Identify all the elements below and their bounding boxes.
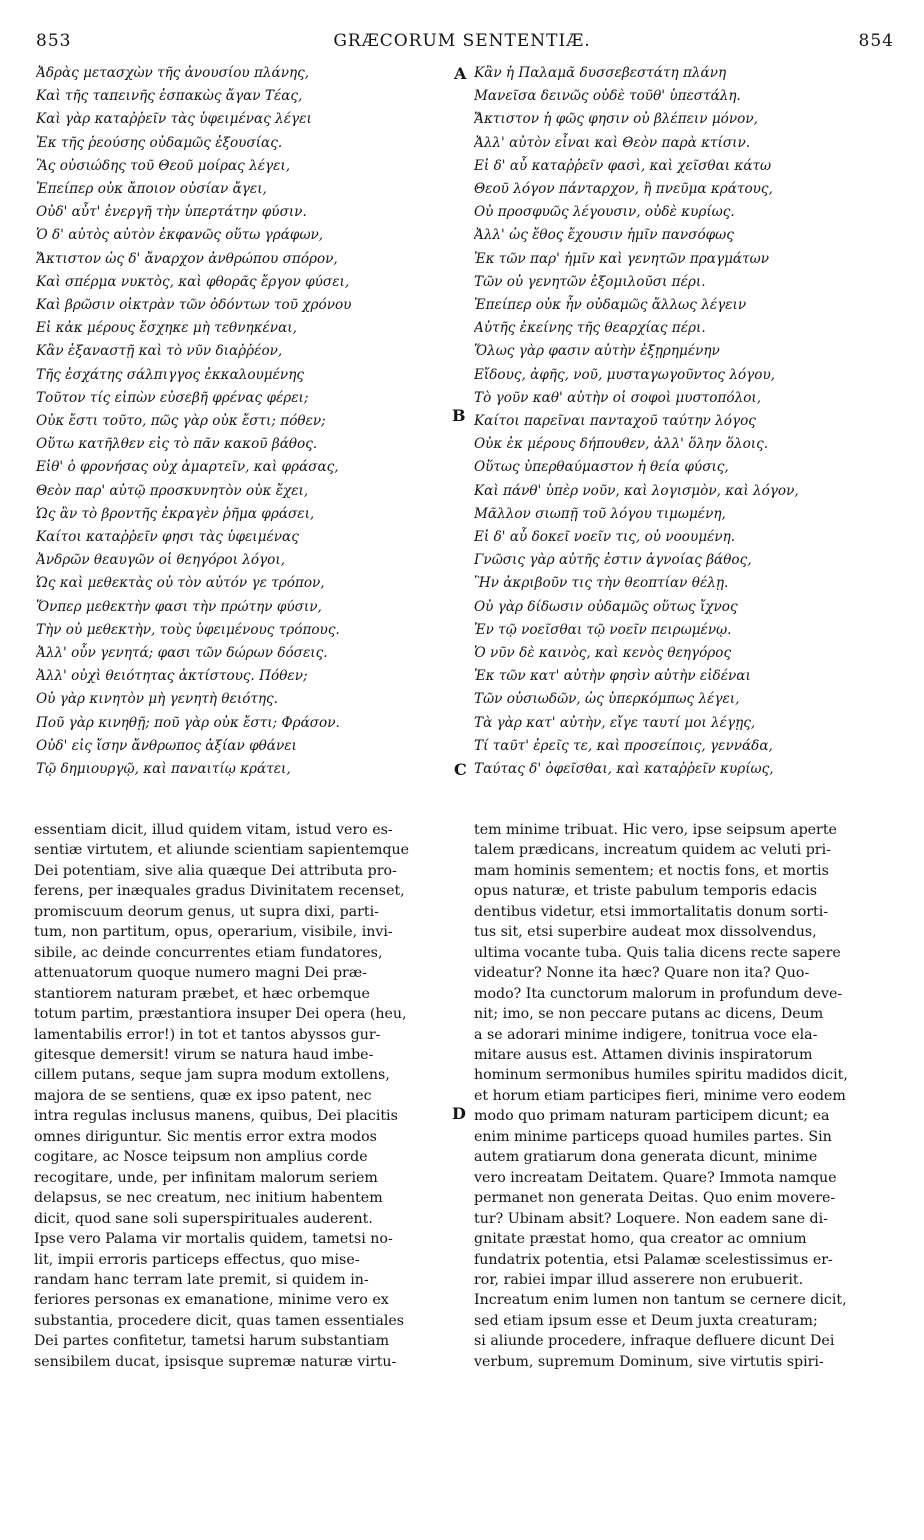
greek-verse-line: Ἐπείπερ οὐκ ἄποιον οὐσίαν ἄγει, — [36, 181, 267, 198]
latin-text-line: modo? Ita cunctorum malorum in profundum deve- — [474, 985, 843, 1002]
latin-text-line: talem prædicans, increatum quidem ac veluti pri- — [474, 842, 831, 859]
greek-verse-line: Κἂν ἐξαναστῇ καὶ τὸ νῦν διαῤῥέον, — [36, 343, 283, 360]
greek-verse-column-right — [474, 62, 894, 781]
greek-verse-line: Οὐ γὰρ κινητὸν μὴ γενητὴ θειότης. — [36, 691, 278, 708]
greek-verse-line: Τὸ γοῦν καθ' αὐτὴν οἱ σοφοὶ μυστοπόλοι, — [474, 389, 762, 406]
greek-verse-line: Εἰ δ' αὖ δοκεῖ νοεῖν τις, οὐ νοουμένη. — [474, 529, 736, 546]
greek-verse-line: Εἴδους, ἀφῆς, νοῦ, μυσταγωγοῦντος λόγου, — [474, 366, 776, 383]
greek-verse-line: Ταύτας δ' ὀφεῖσθαι, καὶ καταῤῥεῖν κυρίως, — [474, 761, 774, 778]
greek-verse-line: Τὴν οὐ μεθεκτὴν, τοὺς ὑφειμένους τρόπους. — [36, 621, 340, 638]
latin-text-line: hominum sermonibus humiles spiritu madidos dicit, — [474, 1067, 848, 1084]
greek-verse-line: Αὐτῆς ἐκείνης τῆς θεαρχίας πέρι. — [474, 320, 706, 337]
latin-text-line: mam hominis sementem; et noctis fons, et mortis — [474, 862, 829, 879]
greek-verse-line: Γνῶσις γὰρ αὐτῆς ἐστιν ἀγνοίας βάθος, — [474, 552, 752, 569]
latin-text-line: gnitate præstat homo, qua creator ac omnium — [474, 1231, 807, 1248]
latin-text-line: autem gratiarum dona generata dicunt, minime — [474, 1149, 818, 1166]
latin-text-line: enim minime particeps quoad humiles partes. Sin — [474, 1128, 832, 1145]
latin-text-line: opus naturæ, et triste pabulum temporis edacis — [474, 883, 818, 900]
page-number-right: 854 — [858, 31, 894, 51]
latin-text-line: sentiæ virtutem, et aliunde scientiam sapientemque — [34, 842, 410, 859]
greek-verse-line: Οὐκ ἐκ μέρους δήπουθεν, ἀλλ' ὅλην ὅλοις. — [474, 436, 769, 453]
latin-text-line: dentibus videtur, etsi immortalitatis donum sorti- — [474, 903, 829, 920]
greek-verse-line: Ἐκ τῶν παρ' ἡμῖν καὶ γενητῶν πραγμάτων — [474, 250, 769, 267]
running-title: GRÆCORUM SENTENTIÆ. — [333, 31, 591, 51]
latin-text-line: sed etiam ipsum esse et Deum juxta creaturam; — [474, 1312, 818, 1329]
latin-text-line: tus sit, etsi superbire audeat mox dissolvendus, — [474, 924, 817, 941]
greek-verse-line: Εἰθ' ὁ φρονήσας οὐχ ἁμαρτεῖν, καὶ φράσας, — [36, 459, 339, 476]
latin-text-line: tem minime tribuat. Hic vero, ipse seipsum aperte — [474, 822, 837, 838]
greek-verse-line: Ἐν τῷ νοεῖσθαι τῷ νοεῖν πειρωμένῳ. — [474, 621, 732, 638]
latin-text-line: modo quo primam naturam participem dicunt; ea — [474, 1108, 830, 1125]
latin-text-line: mitare ausus est. Attamen divinis inspiratorum — [474, 1046, 813, 1063]
latin-text-line: cogitare, ac Nosce teipsum non amplius corde — [34, 1149, 368, 1166]
greek-verse-line: Καὶ γὰρ καταῤῥεῖν τὰς ὑφειμένας λέγει — [36, 111, 312, 128]
latin-text-line: lamentabilis error!) in tot et tantos abyssos gur- — [34, 1026, 381, 1043]
greek-verse-line: Οὕτως ὑπερθαύμαστον ἡ θεία φύσις, — [474, 459, 729, 476]
greek-verse-line: Ἀλλ' οὖν γενητά; φασι τῶν δώρων δόσεις. — [36, 645, 328, 662]
latin-text-line: Dei potentiam, sive alia quæque Dei attributa pro- — [34, 862, 397, 879]
greek-verse-line: Καὶ σπέρμα νυκτὸς, καὶ φθορᾶς ἔργον φύσει, — [36, 273, 350, 290]
latin-text-line: stantiorem naturam præbet, et hæc orbemque — [34, 985, 370, 1002]
greek-verse-line: Οὐδ' εἰς ἴσην ἄνθρωπος ἀξίαν φθάνει — [36, 737, 297, 754]
page-header — [0, 31, 924, 55]
greek-verse-line: Καίτοι παρεῖναι πανταχοῦ ταύτην λόγος — [474, 413, 756, 430]
greek-verse-line: Τῷ δημιουργῷ, καὶ παναιτίῳ κράτει, — [36, 761, 291, 778]
greek-verse-line: Ἀνδρῶν θεαυγῶν οἱ θεηγόροι λόγοι, — [36, 552, 285, 569]
latin-text-line: recogitare, unde, per infinitam malorum seriem — [34, 1169, 378, 1186]
greek-verse-line: Ἐκ τῶν κατ' αὐτὴν φησὶν αὐτὴν εἰδέναι — [474, 668, 751, 685]
latin-text-line: verbum, supremum Dominum, sive virtutis spiri- — [474, 1353, 824, 1370]
latin-text-line: vero increatam Deitatem. Quare? Immota namque — [474, 1169, 837, 1186]
greek-verse-line: Ἐπείπερ οὐκ ἦν οὐδαμῶς ἄλλως λέγειν — [474, 297, 747, 314]
latin-text-line: permanet non generata Deitas. Quo enim movere- — [474, 1190, 836, 1207]
latin-text-line: attenuatorum quoque numero magni Dei præ- — [34, 965, 367, 982]
margin-letter-a: A — [454, 64, 467, 83]
latin-text-line: substantia, procedere dicit, quas tamen essentiales — [34, 1312, 405, 1329]
greek-verse-line: Καὶ τῆς ταπεινῆς ἐσπακὼς ἄγαν Τέας, — [36, 88, 303, 105]
greek-verse-line: Ὁ δ' αὐτὸς αὐτὸν ἐκφανῶς οὕτω γράφων, — [36, 227, 324, 244]
latin-text-line: ferens, per inæquales gradus Divinitatem recenset, — [34, 883, 405, 900]
latin-text-line: delapsus, se nec creatum, nec initium habentem — [34, 1190, 383, 1207]
greek-verse-line: Τὰ γὰρ κατ' αὐτὴν, εἴγε ταυτί μοι λέγῃς, — [474, 714, 756, 731]
greek-verse-line: Ἀλλ' ὡς ἔθος ἔχουσιν ἡμῖν πανσόφως — [474, 227, 734, 244]
greek-verse-line: Ἀλλ' αὐτὸν εἶναι καὶ Θεὸν παρὰ κτίσιν. — [474, 134, 751, 151]
greek-verse-line: Οὕτω κατῆλθεν εἰς τὸ πᾶν κακοῦ βάθος. — [36, 436, 318, 453]
greek-verse-line: Ἀδρὰς μετασχὼν τῆς ἀνουσίου πλάνης, — [36, 65, 310, 81]
greek-verse-line: Ὡς ἂν τὸ βροντῆς ἐκραγὲν ῥῆμα φράσει, — [36, 505, 315, 522]
greek-verse-line: Καὶ βρῶσιν οἰκτρὰν τῶν ὀδόντων τοῦ χρόνου — [36, 297, 352, 314]
page-number-left: 853 — [36, 31, 72, 51]
greek-verse-line: Ἐκ τῆς ῥεούσης οὐδαμῶς ἐξουσίας. — [36, 134, 283, 151]
latin-text-line: a se adorari minime indigere, tonitrua voce ela- — [474, 1026, 818, 1043]
latin-text-line: dicit, quod sane soli superspirituales auderent. — [34, 1210, 373, 1227]
latin-text-line: gitesque demersit! virum se natura haud imbe- — [34, 1046, 374, 1063]
latin-text-line: Dei partes confitetur, tametsi harum substantiam — [34, 1333, 390, 1350]
latin-text-line: randam hanc terram late premit, si quidem in- — [34, 1271, 369, 1288]
latin-prose-column-left — [34, 820, 450, 1372]
latin-text-line: ror, rabiei impar illud asserere non erubuerit. — [474, 1271, 804, 1288]
latin-prose-column-right — [474, 820, 890, 1372]
greek-verse-line: Ποῦ γὰρ κινηθῇ; ποῦ γὰρ οὐκ ἔστι; Φράσον. — [36, 714, 340, 731]
latin-text-line: sibile, ac deinde concurrentes etiam fundatores, — [34, 944, 383, 961]
latin-text-line: videatur? Nonne ita hæc? Quare non ita? Quo- — [474, 965, 810, 982]
latin-text-line: intra regulas inclusus manens, quibus, Dei placitis — [34, 1108, 398, 1125]
greek-verse-line: Τοῦτον τίς εἰπὼν εὐσεβῆ φρένας φέρει; — [36, 389, 309, 406]
latin-text-line: tum, non partitum, opus, operarium, visibile, invi- — [34, 924, 393, 941]
greek-verse-line: Ὅλως γὰρ φασιν αὐτὴν ἐξῃρημένην — [474, 343, 720, 360]
latin-text-line: tur? Ubinam absit? Loquere. Non eadem sane di- — [474, 1210, 828, 1227]
latin-text-line: sensibilem ducat, ipsisque supremæ naturæ virtu- — [34, 1353, 397, 1370]
margin-letter-b: B — [452, 406, 466, 425]
greek-verse-line: Ὁ νῦν δὲ καινὸς, καὶ κενὸς θεηγόρος — [474, 645, 732, 662]
greek-verse-line: Ἀλλ' οὐχὶ θειότητας ἀκτίστους. Πόθεν; — [36, 668, 308, 685]
greek-verse-line: Ἄκτιστον ἡ φῶς φησιν οὐ βλέπειν μόνον, — [474, 111, 758, 128]
greek-verse-line: Ὡς καὶ μεθεκτὰς οὐ τὸν αὐτόν γε τρόπον, — [36, 575, 325, 592]
greek-verse-line: Ὅνπερ μεθεκτὴν φασι τὴν πρώτην φύσιν, — [36, 598, 322, 615]
greek-verse-line: Ἃς οὐσιώδης τοῦ Θεοῦ μοίρας λέγει, — [36, 157, 291, 174]
greek-verse-line: Οὐκ ἔστι τοῦτο, πῶς γὰρ οὐκ ἔστι; πόθεν; — [36, 413, 326, 430]
latin-text-line: essentiam dicit, illud quidem vitam, istud vero es- — [34, 822, 393, 838]
greek-verse-line: Οὐ προσφυῶς λέγουσιν, οὐδὲ κυρίως. — [474, 204, 735, 221]
latin-text-line: lit, impii erroris particeps effectus, quo mise- — [34, 1251, 360, 1268]
greek-verse-line: Εἰ κἀκ μέρους ἔσχηκε μὴ τεθνηκέναι, — [36, 320, 297, 337]
greek-verse-line: Τῆς ἐσχάτης σάλπιγγος ἐκκαλουμένης — [36, 366, 304, 383]
latin-text-line: Increatum enim lumen non tantum se cernere dicit, — [474, 1292, 847, 1309]
latin-text-line: totum partim, præstantiora insuper Dei opera (heu, — [34, 1006, 407, 1023]
greek-verse-line: Μᾶλλον σιωπῇ τοῦ λόγου τιμωμένη, — [474, 505, 726, 522]
greek-verse-line: Μανεῖσα δεινῶς οὐδὲ τοῦθ' ὑπεστάλη. — [474, 88, 741, 105]
latin-text-line: cillem putans, seque jam supra modum extollens, — [34, 1067, 390, 1084]
latin-text-line: fundatrix potentia, etsi Palamæ scelestissimus er- — [474, 1251, 833, 1268]
greek-verse-line: Ἣν ἀκριβοῦν τις τὴν θεοπτίαν θέλῃ. — [474, 575, 729, 592]
latin-text-line: majora de se sentiens, quæ ex ipso patent, nec — [34, 1087, 372, 1104]
greek-verse-line: Καὶ πάνθ' ὑπὲρ νοῦν, καὶ λογισμὸν, καὶ λόγον, — [474, 482, 799, 499]
greek-verse-line: Εἰ δ' αὖ καταῤῥεῖν φασὶ, καὶ χεῖσθαι κάτω — [474, 157, 772, 174]
latin-text-line: Ipse vero Palama vir mortalis quidem, tametsi no- — [34, 1231, 393, 1248]
greek-verse-line: Τί ταῦτ' ἐρεῖς τε, καὶ προσείποις, γεννάδα, — [474, 737, 773, 754]
latin-text-line: si aliunde procedere, infraque defluere dicunt Dei — [474, 1333, 835, 1350]
latin-text-line: feriores personas ex emanatione, minime vero ex — [34, 1292, 389, 1309]
greek-verse-line: Τῶν οὐσιωδῶν, ὡς ὑπερκόμπως λέγει, — [474, 691, 740, 708]
greek-verse-line: Θεοῦ λόγον πάνταρχον, ἢ πνεῦμα κράτους, — [474, 181, 773, 198]
greek-verse-line: Ἄκτιστον ὡς δ' ἄναρχον ἀνθρώπου σπόρον, — [36, 250, 338, 267]
greek-verse-column-left — [36, 62, 454, 781]
margin-letter-c: C — [454, 760, 467, 779]
greek-verse-line: Τῶν οὐ γενητῶν ἐξομιλοῦσι πέρι. — [474, 273, 706, 290]
greek-verse-line: Κἂν ἡ Παλαμᾶ δυσσεβεστάτη πλάνη — [474, 65, 727, 81]
latin-text-line: promiscuum deorum genus, ut supra dixi, parti- — [34, 903, 379, 920]
margin-letter-d: D — [452, 1104, 466, 1123]
greek-verse-line: Καίτοι καταῤῥεῖν φησι τὰς ὑφειμένας — [36, 529, 299, 546]
latin-text-line: et horum etiam participes fieri, minime vero eodem — [474, 1087, 846, 1104]
latin-text-line: omnes diriguntur. Sic mentis error extra modos — [34, 1128, 377, 1145]
greek-verse-line: Οὐ γὰρ δίδωσιν οὐδαμῶς οὕτως ἴχνος — [474, 598, 738, 615]
greek-verse-line: Θεὸν παρ' αὐτῷ προσκυνητὸν οὐκ ἔχει, — [36, 482, 309, 499]
latin-text-line: nit; imo, se non peccare putans ac dicens, Deum — [474, 1006, 824, 1023]
greek-verse-line: Οὐδ' αὖτ' ἐνεργῆ τὴν ὑπερτάτην φύσιν. — [36, 204, 307, 221]
latin-text-line: ultima vocante tuba. Quis talia dicens recte sapere — [474, 944, 841, 961]
